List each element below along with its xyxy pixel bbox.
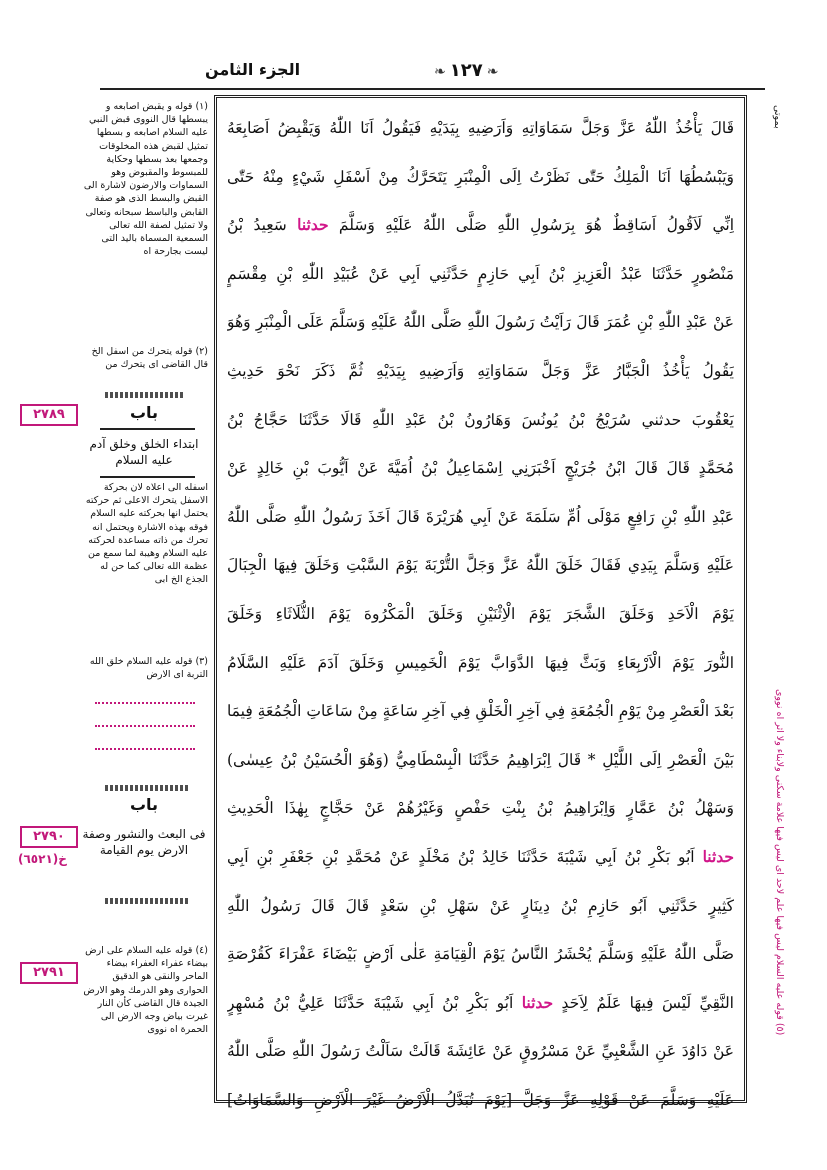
hadith-number-box: ٢٧٩١ (20, 962, 78, 984)
ornament-rule (105, 785, 190, 791)
ornament-rule (105, 898, 190, 904)
chapter-subtitle: فى البعث والنشور وصفة الارض يوم القيامة (82, 827, 206, 857)
volume-title: الجزء الثامن (205, 60, 301, 79)
highlight-word: حدثنا (297, 215, 329, 235)
chapter-rule (100, 428, 195, 430)
footnote-1: (١) قوله و يقبض اصابعه و يبسطها قال النووى قبض النبي عليه السلام اصابعه و بسطها تمثيل لقبض هذه المخلوقات وجمعها بعد بسطها وحكاية للمبسوط والمقبوض وهو السماوات والارضون لاشارة الى القبض والبسط الذى هو صفة القابض والباسط سبحانه وتعالى ولا تمثيل لصفة الله تعالى السمعية المسماة باليد التى ليست بجارحة اه (83, 101, 208, 258)
text-line: عَلَيْهِ وَسَلَّمَ بِيَدِي فَقَالَ خَلَقَ اللّٰهُ عَزَّ وَجَلَّ التُّرْبَةَ يَوْمَ السَّبْتِ وَخَلَقَ فِيهَا الْجِبَالَ (227, 556, 734, 575)
header-rule (100, 88, 765, 90)
text-line: وَيَبْسُطُهَا اَنَا الْمَلِكُ حَتّٰى نَظَرْتُ اِلَى الْمِنْبَرِ يَتَحَرَّكُ مِنْ اَسْفَلِ شَيْءٍ مِنْهُ حَتّٰى (227, 167, 734, 186)
text-line: مَنْصُورٍ حَدَّثَنَا عَبْدُ الْعَزِيزِ بْنُ اَبِي حَازِمٍ حَدَّثَنِي اَبِي عَنْ عُبَيْدِ اللّٰهِ بْنِ مِقْسَمٍ (227, 264, 734, 283)
text-line: كَثِيرٍ حَدَّثَنِي اَبُو حَازِمِ بْنُ دِينَارٍ عَنْ سَهْلِ بْنِ سَعْدٍ قَالَ قَالَ رَسُولُ اللّٰهِ (227, 896, 734, 915)
ornament-rule (105, 392, 185, 398)
text-line: وَسَهْلُ بْنُ عَمَّارٍ وَاِبْرَاهِيمُ بْنُ بِنْتِ حَفْصٍ وَغَيْرُهُمْ عَنْ حَجَّاجٍ بِهٰذَا الْحَدِيثِ (227, 799, 734, 818)
chapter-subtitle: ابتداء الخلق وخلق آدم عليه السلام (89, 437, 199, 467)
text-line: بَيْنَ الْعَصْرِ اِلَى اللَّيْلِ * قَالَ اِبْرَاهِيمُ حَدَّثَنَا الْبِسْطَامِيُّ (وَهُوَ الْحُسَيْنُ بْنُ عِيسٰى) (227, 750, 734, 769)
text-line: مُحَمَّدٍ قَالَ قَالَ ابْنُ جُرَيْجٍ اَخْبَرَنِي اِسْمَاعِيلُ بْنُ اُمَيَّةَ عَنْ اَيُّوبَ بْنِ خَالِدٍ عَنْ (227, 459, 734, 478)
footnote-3: (٣) قوله عليه السلام خلق الله التربة اى الارض (89, 656, 208, 681)
text-line: قَالَ يَأْخُذُ اللّٰهُ عَزَّ وَجَلَّ سَمَاوَاتِهِ وَاَرَضِيهِ بِيَدَيْهِ فَيَقُولُ اَنَا اللّٰهُ وَيَقْبِضُ اَصَابِعَهُ (227, 119, 734, 137)
text-line: يَوْمَ الْاَحَدِ وَخَلَقَ الشَّجَرَ يَوْمَ الْاِثْنَيْنِ وَخَلَقَ الْمَكْرُوهَ يَوْمَ الثُّلَاثَاءِ وَخَلَقَ (227, 604, 734, 623)
highlight-word: حدثنا (521, 992, 554, 1012)
footnote-4: (٤) قوله عليه السلام على ارض بيضاء عفراء العفراء بيضاء الماحر والنقى هو الدقيق الحوارى وهو الدرمك وهو الارض الجيدة قال القاضى كأن النار غيرت بياض وجه الارض الى الحمرة اه نووى (83, 945, 208, 1036)
highlight-word: حدثنا (702, 846, 734, 866)
text-line: النُّورَ يَوْمَ الْاَرْبِعَاءِ وَبَثَّ فِيهَا الدَّوَابَّ يَوْمَ الْخَمِيسِ وَخَلَقَ آدَمَ عَلَيْهِ السَّلَامُ (227, 653, 734, 672)
text-line: اِنِّي لَاَقُولُ اَسَاقِطٌ هُوَ بِرَسُولِ اللّٰهِ صَلَّى اللّٰهُ عَلَيْهِ وَسَلَّمَ حدثنا سَعِيدُ بْنُ (227, 215, 734, 235)
footnote-5-vertical: (٥) قوله عليه السلام ليس فيها علم لاحد اى ليس فيها علامة سكنى ولابناء ولا اثر اه نووى (774, 688, 785, 1035)
text-line: حدثنا اَبُو بَكْرِ بْنُ اَبِي شَيْبَةَ حَدَّثَنَا خَالِدُ بْنُ مَخْلَدٍ عَنْ مُحَمَّدِ بْنِ جَعْفَرِ بْنِ اَبِي (227, 846, 734, 866)
dotted-line (95, 725, 195, 727)
text-line: عَنْ عَبْدِ اللّٰهِ بْنِ عُمَرَ قَالَ رَاَيْتُ رَسُولَ اللّٰهِ صَلَّى اللّٰهُ عَلَيْهِ وَسَلَّمَ عَلَى الْمِنْبَرِ وَهُوَ (227, 313, 734, 332)
text-line: عَبْدِ اللّٰهِ بْنِ رَافِعٍ مَوْلَى اُمِّ سَلَمَةَ عَنْ اَبِي هُرَيْرَةَ قَالَ اَخَذَ رَسُولُ اللّٰهِ صَلَّى اللّٰهُ (227, 507, 734, 526)
cross-reference-label: خ(٦٥٢١) (18, 852, 67, 866)
dotted-line (95, 702, 195, 704)
text-line: صَلَّى اللّٰهُ عَلَيْهِ وَسَلَّمَ يُحْشَرُ النَّاسُ يَوْمَ الْقِيَامَةِ عَلٰى اَرْضٍ بَيْضَاءَ عَفْرَاءَ كَقُرْصَةِ (227, 945, 734, 964)
right-margin-label: بموتى (772, 105, 783, 129)
text-line: بَعْدَ الْعَصْرِ مِنْ يَوْمِ الْجُمُعَةِ فِي آخِرِ الْخَلْقِ فِي آخِرِ سَاعَةٍ مِنْ سَاعَاتِ الْجُمُعَةِ فِيمَا (227, 702, 734, 721)
hadith-number-box: ٢٧٩٠ (20, 826, 78, 848)
main-text-frame (214, 95, 747, 1109)
text-line: يَعْقُوبَ حدثني سُرَيْجُ بْنُ يُونُسَ وَهَارُونُ بْنُ عَبْدِ اللّٰهِ قَالَا حَدَّثَنَا حَجَّاجُ بْنُ (227, 410, 734, 429)
chapter-heading: باب (129, 403, 159, 422)
text-line: النَّقِيِّ لَيْسَ فِيهَا عَلَمٌ لِاَحَدٍ حدثنا اَبُو بَكْرِ بْنُ اَبِي شَيْبَةَ حَدَّثَنَا عَلِيُّ بْنُ مُسْهِرٍ (227, 992, 734, 1012)
hadith-number-box: ٢٧٨٩ (20, 404, 78, 426)
page-number: ❧ ١٢٧ ❧ (430, 60, 502, 81)
text-line: يَقُولُ يَأْخُذُ الْجَبَّارُ عَزَّ وَجَلَّ سَمَاوَاتِهِ وَاَرَضِيهِ بِيَدَيْهِ ثُمَّ ذَكَرَ نَحْوَ حَدِيثِ (227, 361, 734, 380)
text-line: عَنْ دَاوُدَ عَنِ الشَّعْبِيِّ عَنْ مَسْرُوقٍ عَنْ عَائِشَةَ قَالَتْ سَاَلْتُ رَسُولَ اللّٰهِ صَلَّى اللّٰهُ (227, 1042, 734, 1061)
chapter-heading: باب (129, 795, 159, 814)
footnote-2: (٢) قوله يتحرك من اسفل الخ قال القاضى اى يتحرك من (91, 346, 208, 371)
chapter-rule (100, 476, 195, 478)
text-line: عَلَيْهِ وَسَلَّمَ عَنْ قَوْلِهِ عَزَّ وَجَلَّ [يَوْمَ تُبَدَّلُ الْاَرْضُ غَيْرَ الْاَرْضِ وَالسَّمَاوَاتُ] (227, 1090, 734, 1109)
commentary-text: اسفله الى اعلاه لان بحركة الاسفل يتحرك الاعلى ثم حركته يحتمل انها بحركته عليه السلام فوقه بهذه الاشارة ويحتمل انه تحرك من ذاته مساعدة لحركته عليه السلام وهيبة لما سمع من عظمة الله تعالى كما حن له الجذع الخ ابى (85, 482, 208, 586)
dotted-line (95, 748, 195, 750)
